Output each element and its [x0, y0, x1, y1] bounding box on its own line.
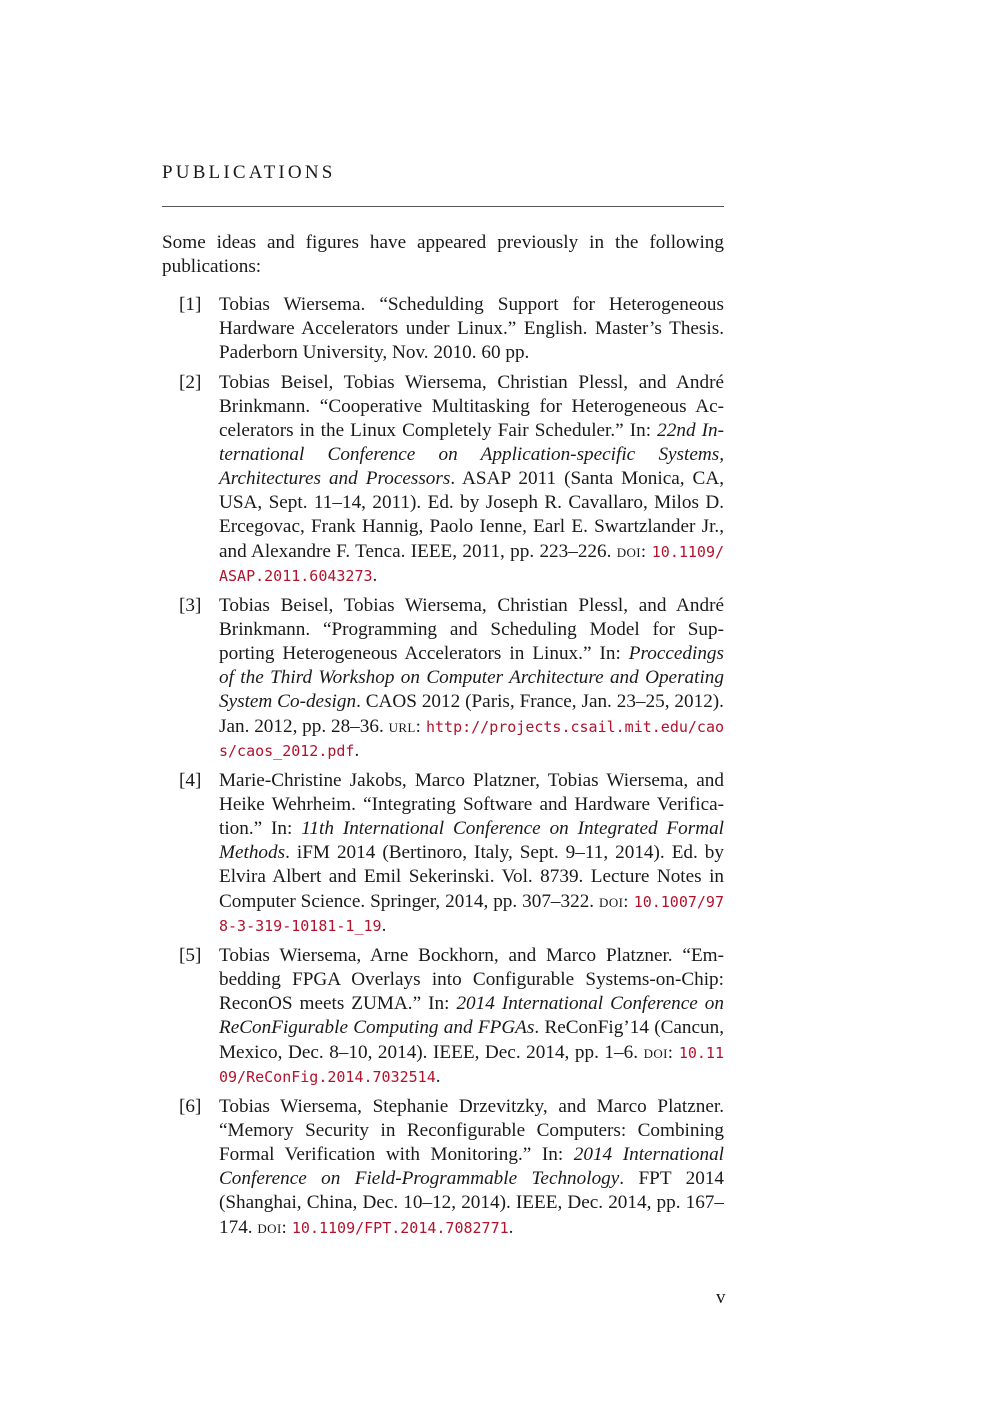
publication-text: Tobias Wiersema, Stephanie Drzevitzky, and Marco Platzner. “Memory Security in Reconfigurable Computers: Combining Formal Verification with Monitoring.” In:	[219, 1096, 724, 1165]
publication-end: .	[435, 1066, 441, 1087]
publication-item	[162, 944, 724, 1089]
publication-number: [1]	[179, 294, 202, 315]
identifier-label: doi:	[616, 541, 647, 561]
section-title: PUBLICATIONS	[162, 162, 336, 183]
publication-item	[162, 293, 724, 365]
page-number: v	[716, 1287, 726, 1308]
doi-link[interactable]: 10.1109/ASAP.2011.6043273	[219, 543, 725, 585]
publication-venue: Proccedings of the Third Workshop on Computer Architecture and Operating System Co-design	[219, 643, 724, 712]
publication-end: .	[508, 1217, 514, 1238]
publication-text: Tobias Wiersema. “Schedulding Support for Heterogeneous Hardware Accelerators under Linux.” English. Master’s Thesis. Paderborn University, Nov. 2010. 60 pp.	[219, 294, 724, 363]
publication-venue: 11th International Conference on Integrated Formal Methods	[219, 818, 724, 863]
publication-number: [4]	[179, 770, 202, 791]
publication-text: Tobias Beisel, Tobias Wiersema, Christian Plessl, and André Brinkmann. “Cooperative Multitasking for Heterogeneous Accelerators in the Linux Completely Fair Scheduler.” In:	[219, 372, 724, 441]
publication-end: .	[381, 915, 387, 936]
publication-list	[162, 293, 724, 1246]
publication-details: . FPT 2014 (Shanghai, China, Dec. 10–12, 2014). IEEE, Dec. 2014, pp. 167–174.	[219, 1168, 725, 1238]
url-link[interactable]: http://projects.csail.mit.edu/caos/caos_2012.pdf	[219, 718, 725, 760]
publication-venue: 2014 International Conference on ReConFigurable Computing and FPGAs	[219, 993, 724, 1038]
title-rule	[162, 206, 724, 207]
publication-item	[162, 594, 724, 763]
identifier-label: doi:	[257, 1217, 288, 1237]
publication-text: Marie-Christine Jakobs, Marco Platzner, Tobias Wiersema, and Heike Wehrheim. “Integrating Software and Hardware Verification.” In:	[219, 770, 724, 839]
publication-venue: 2014 International Conference on Field-Programmable Technology	[219, 1144, 724, 1189]
intro-paragraph: Some ideas and figures have appeared previously in the following publications:	[162, 232, 724, 277]
doi-link[interactable]: 10.1109/FPT.2014.7082771	[291, 1219, 509, 1237]
publication-venue: 22nd International Conference on Application-specific Systems, Architectures and Processors	[219, 420, 725, 489]
publication-details: . ASAP 2011 (Santa Monica, CA, USA, Sept. 11–14, 2011). Ed. by Joseph R. Cavallaro, Milos D. Ercegovac, Frank Hannig, Paolo Ienne, Earl E. Swartzlander Jr., and Alexandre F. Tenca. IEEE, 2011, pp. 223–226.	[219, 468, 724, 562]
publication-end: .	[354, 740, 360, 761]
publication-number: [6]	[179, 1096, 202, 1117]
publication-item	[162, 371, 724, 588]
publication-number: [2]	[179, 372, 202, 393]
publication-item	[162, 1095, 724, 1240]
publication-number: [5]	[179, 945, 202, 966]
doi-link[interactable]: 10.1007/978-3-319-10181-1_19	[219, 893, 724, 935]
publication-number: [3]	[179, 595, 202, 616]
publication-item	[162, 769, 724, 938]
identifier-label: doi:	[643, 1042, 674, 1062]
doi-link[interactable]: 10.1109/ReConFig.2014.7032514	[219, 1044, 724, 1086]
publication-details: . ReConFig’14 (Cancun, Mexico, Dec. 8–10, 2014). IEEE, Dec. 2014, pp. 1–6.	[219, 1017, 724, 1063]
publication-text: Tobias Wiersema, Arne Bockhorn, and Marco Platzner. “Embedding FPGA Overlays into Configurable Systems-on-Chip: ReconOS meets ZUMA.” In:	[219, 945, 724, 1014]
publication-end: .	[372, 565, 378, 586]
identifier-label: url:	[388, 716, 422, 736]
publication-details: . iFM 2014 (Bertinoro, Italy, Sept. 9–11, 2014). Ed. by Elvira Albert and Emil Sekerinski. Vol. 8739. Lecture Notes in Computer Science. Springer, 2014, pp. 307–322.	[219, 842, 724, 912]
identifier-label: doi:	[599, 891, 629, 911]
publication-details: . CAOS 2012 (Paris, France, Jan. 23–25, 2012). Jan. 2012, pp. 28–36.	[219, 691, 724, 737]
publication-text: Tobias Beisel, Tobias Wiersema, Christian Plessl, and André Brinkmann. “Programming and Scheduling Model for Supporting Heterogeneous Accelerators in Linux.” In:	[219, 595, 724, 664]
